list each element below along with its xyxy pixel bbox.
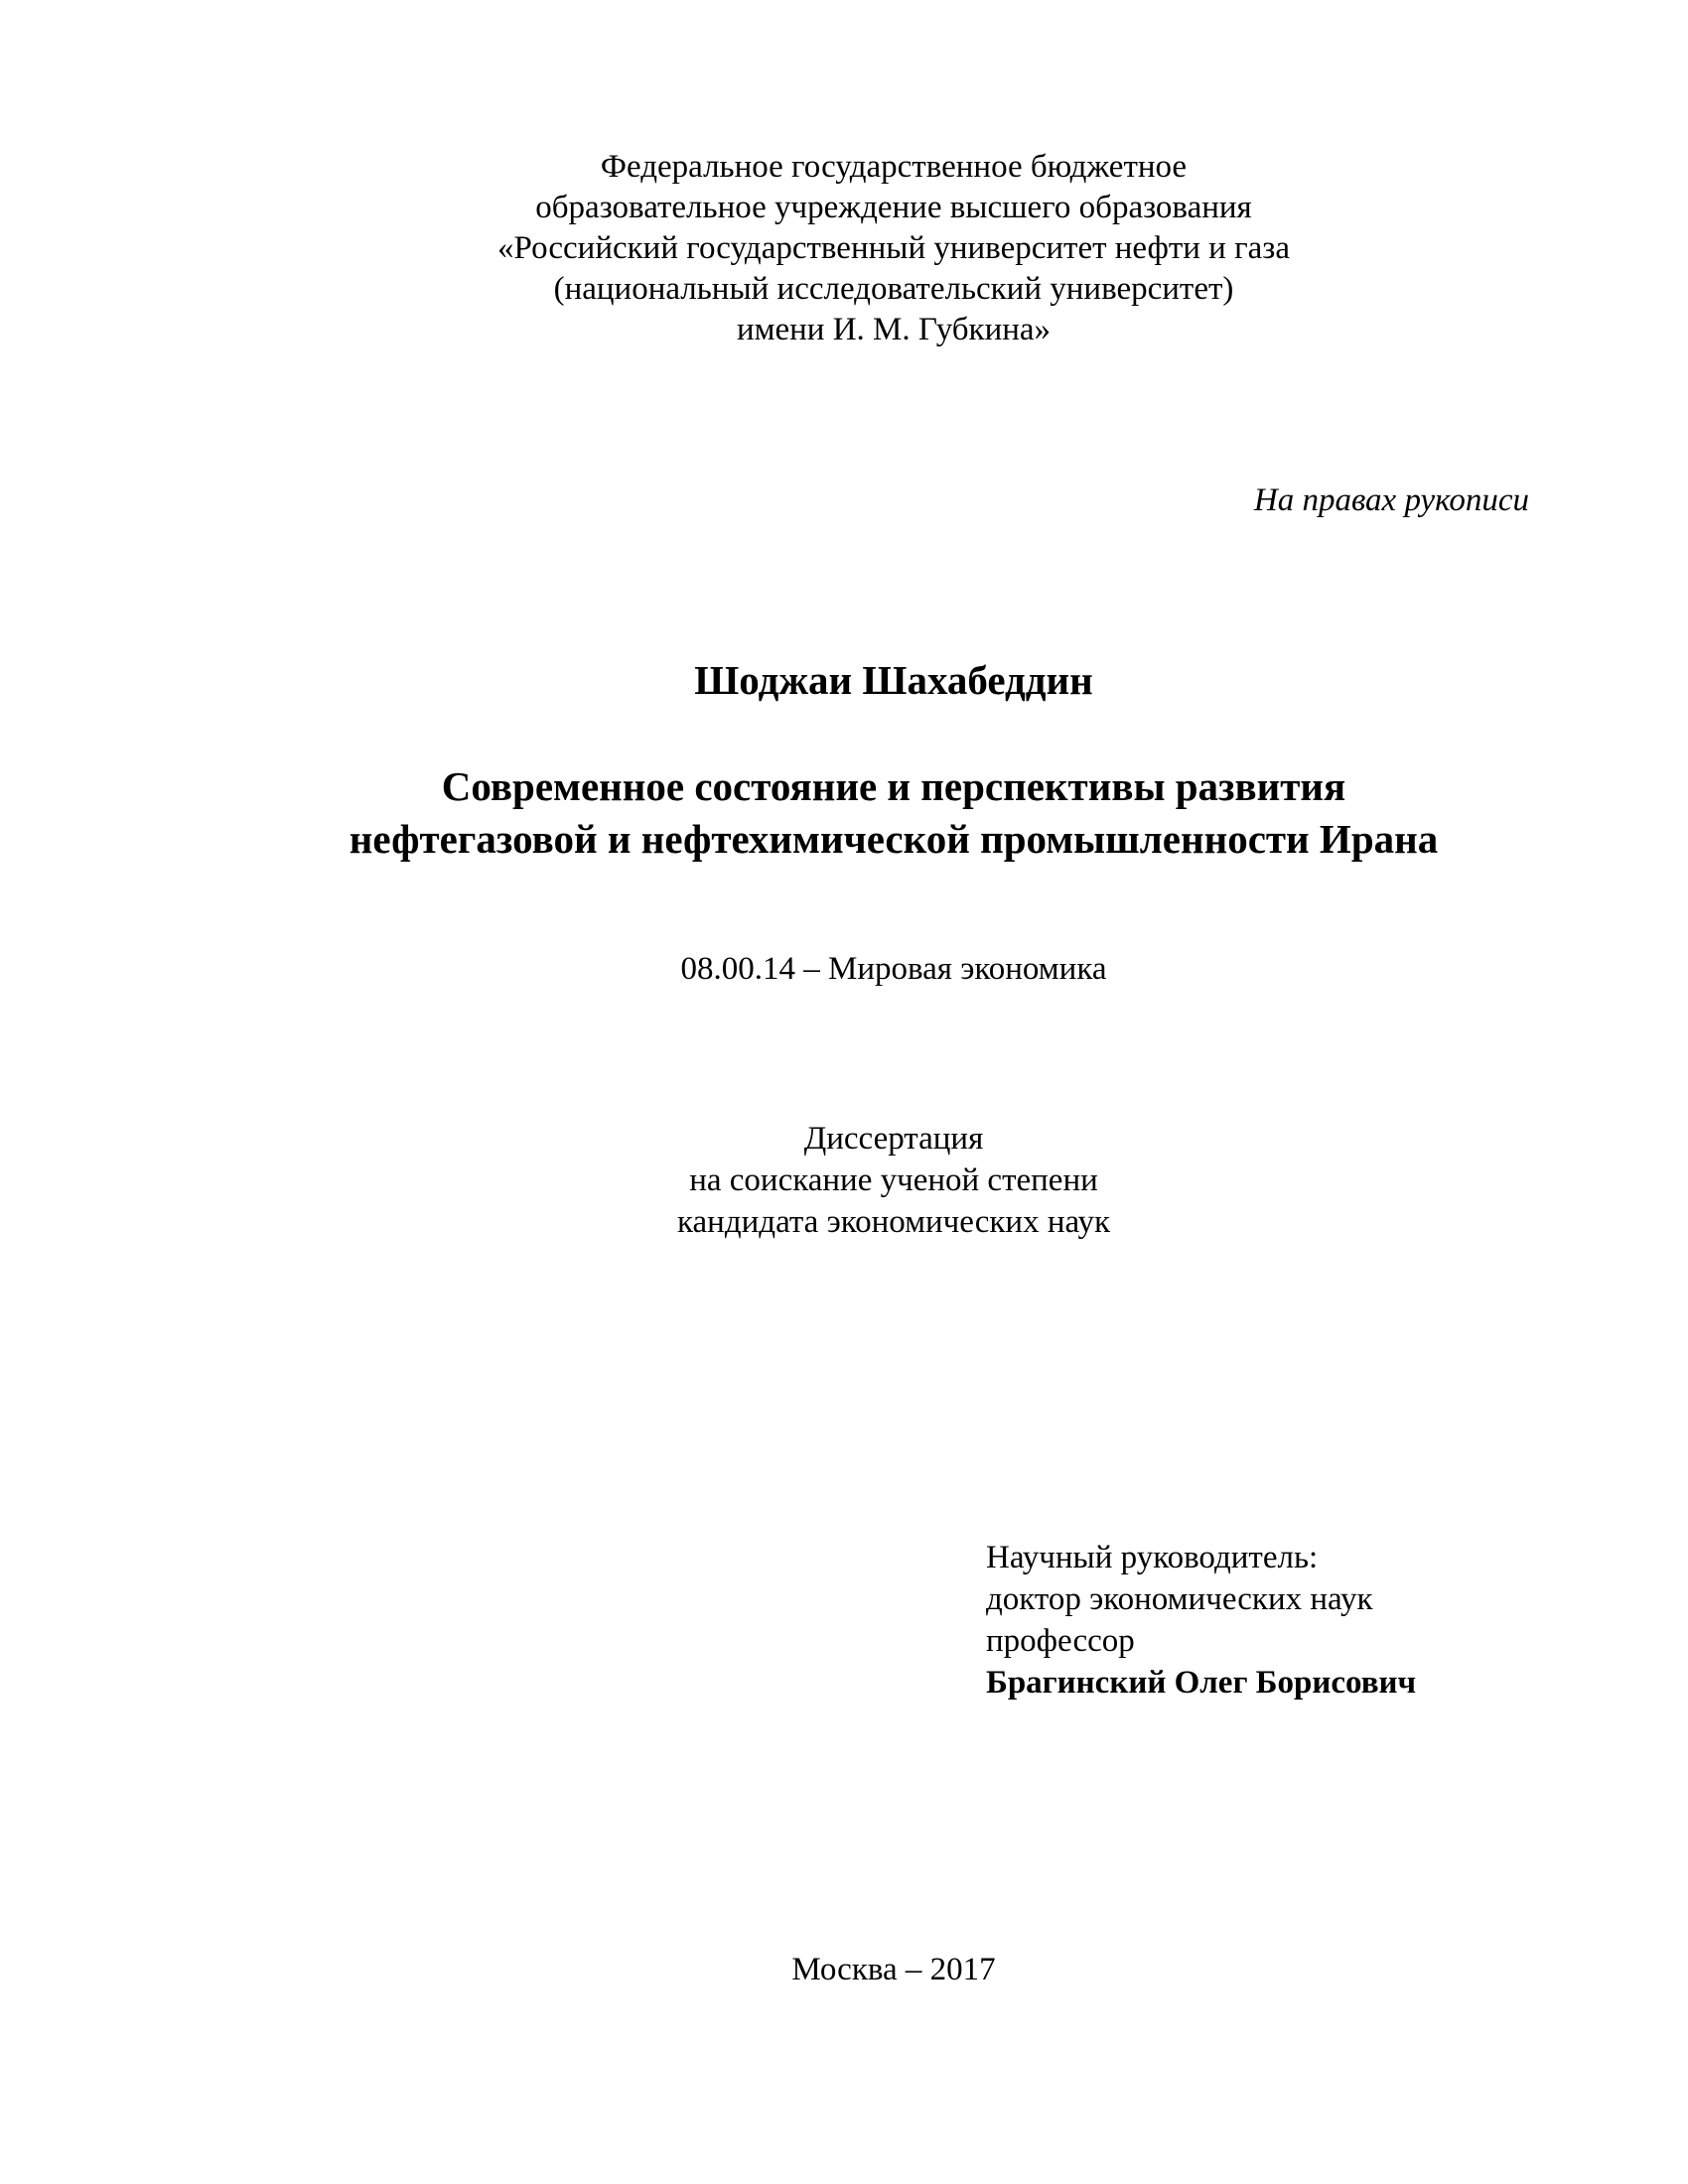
advisor-block xyxy=(986,1537,1416,1704)
degree-line: Диссертация xyxy=(803,1121,984,1157)
institution-line: имени И. М. Губкина» xyxy=(736,312,1052,347)
institution-line: «Российский государственный университет нефти и газа xyxy=(497,230,1290,266)
specialty-text: 08.00.14 – Мировая экономика xyxy=(680,951,1107,987)
author-name-text: Шоджаи Шахабеддин xyxy=(694,657,1093,703)
institution-line: образовательное учреждение высшего образования xyxy=(535,190,1252,225)
dissertation-title xyxy=(0,760,1688,866)
institution-line: Федеральное государственное бюджетное xyxy=(600,149,1188,185)
advisor-name: Брагинский Олег Борисович xyxy=(986,1665,1417,1701)
title-line: Современное состояние и перспективы развития xyxy=(441,763,1346,809)
degree-block xyxy=(0,1118,1688,1243)
specialty-code xyxy=(0,949,1688,990)
advisor-degree: доктор экономических наук xyxy=(986,1581,1373,1617)
manuscript-note: На правах рукописи xyxy=(1253,482,1529,518)
city-year-text: Москва – 2017 xyxy=(791,1952,996,1987)
institution-block xyxy=(0,147,1688,350)
advisor-rank: профессор xyxy=(986,1623,1135,1659)
author-name xyxy=(0,655,1688,705)
title-line: нефтегазовой и нефтехимической промышленности Ирана xyxy=(349,816,1439,862)
degree-line: на соискание ученой степени xyxy=(689,1162,1098,1198)
degree-line: кандидата экономических наук xyxy=(676,1204,1110,1240)
institution-line: (национальный исследовательский университет) xyxy=(553,271,1234,307)
city-year xyxy=(0,1950,1688,1990)
advisor-role: Научный руководитель: xyxy=(986,1540,1319,1575)
